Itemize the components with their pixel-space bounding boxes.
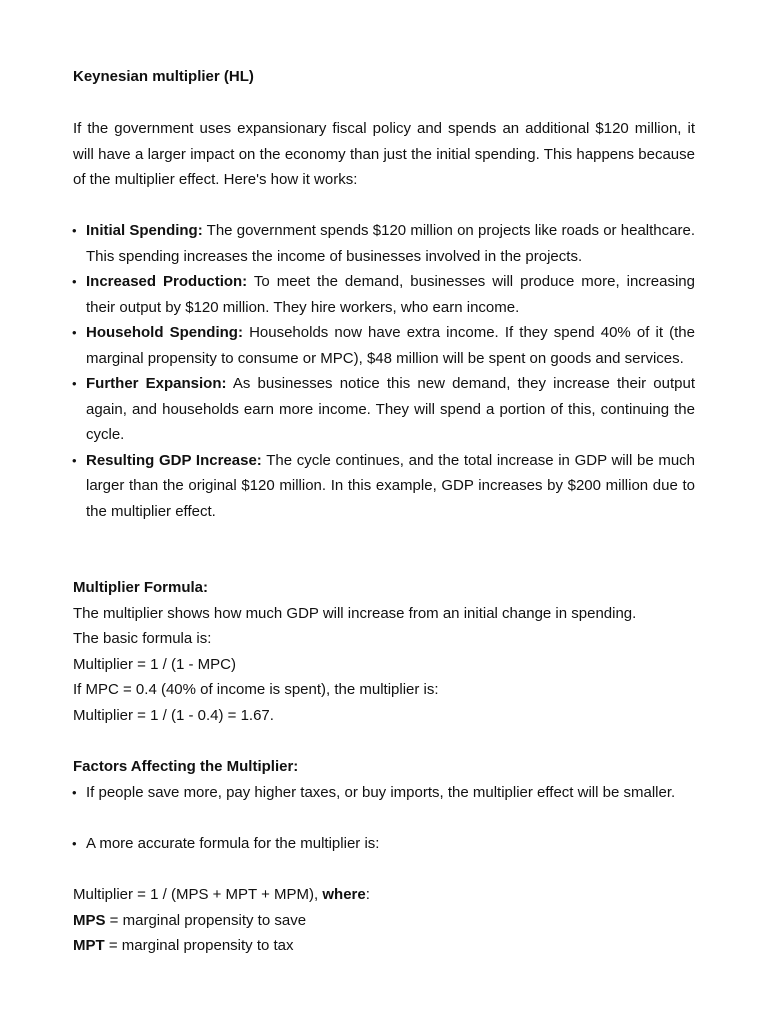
list-item-text: As businesses notice this new demand, they increase their output again, and households earn more income. They will spend a portion of this, continuing the cycle. <box>86 375 696 443</box>
factors-bullet-text: A more accurate formula for the multiplier is: <box>86 835 380 852</box>
accurate-formula <box>73 885 370 905</box>
factors-bullet-text: If people save more, pay higher taxes, or buy imports, the multiplier effect will be smaller. <box>86 784 676 801</box>
factors-bullet <box>73 834 379 854</box>
formula-basic: Multiplier = 1 / (1 - MPC) <box>73 656 236 673</box>
list-item-term: Increased Production: <box>86 273 248 290</box>
list-item <box>73 320 695 371</box>
bullet-icon: • <box>72 836 77 851</box>
formula-where: where <box>322 886 366 903</box>
factors-bullet <box>73 783 675 803</box>
list-item-term: Resulting GDP Increase: <box>86 451 262 469</box>
list-item-text: The cycle continues, and the total increase in GDP will be much larger than the original $120 million. In this example, GDP increases by $200 million due to the multiplier effect. <box>86 451 696 520</box>
formula-line: The basic formula is: <box>73 630 212 647</box>
formula-suffix: : <box>365 886 370 903</box>
formula-heading: Multiplier Formula: <box>73 579 208 596</box>
list-item <box>73 269 695 320</box>
definition-text: = marginal propensity to save <box>105 912 307 929</box>
definition-term: MPS <box>73 912 106 929</box>
definition-item <box>73 936 294 956</box>
list-item-text: The government spends $120 million on projects like roads or healthcare. This spending increases the income of businesses involved in the projects. <box>86 222 695 265</box>
formula-line: If MPC = 0.4 (40% of income is spent), the multiplier is: <box>73 681 439 698</box>
list-item <box>73 448 695 525</box>
list-item-term: Initial Spending: <box>86 222 203 239</box>
bullet-icon: • <box>72 785 77 800</box>
intro-paragraph: If the government uses expansionary fiscal policy and spends an additional $120 million, it will have a larger impact on the economy than just the initial spending. This happens because of the multiplier effect. Here's how it works: <box>73 120 695 188</box>
list-item-text: To meet the demand, businesses will produce more, increasing their output by $120 million. They hire workers, who earn income. <box>86 273 695 316</box>
page-title: Keynesian multiplier (HL) <box>73 68 254 85</box>
list-item <box>73 371 695 448</box>
list-item-term: Household Spending: <box>86 324 243 341</box>
formula-line: The multiplier shows how much GDP will increase from an initial change in spending. <box>73 605 637 622</box>
definition-item <box>73 911 306 931</box>
list-item-text: Households now have extra income. If they spend 40% of it (the marginal propensity to consume or MPC), $48 million will be spent on goods and services. <box>86 324 695 367</box>
definition-term: MPT <box>73 937 105 954</box>
definition-text: = marginal propensity to tax <box>104 937 294 954</box>
factors-heading: Factors Affecting the Multiplier: <box>73 758 299 775</box>
formula-prefix: Multiplier = 1 / (MPS + MPT + MPM), <box>73 886 323 903</box>
multiplier-steps-list <box>73 218 695 524</box>
list-item <box>73 218 695 269</box>
list-item-term: Further Expansion: <box>86 375 227 392</box>
formula-result: Multiplier = 1 / (1 - 0.4) = 1.67. <box>73 707 274 724</box>
